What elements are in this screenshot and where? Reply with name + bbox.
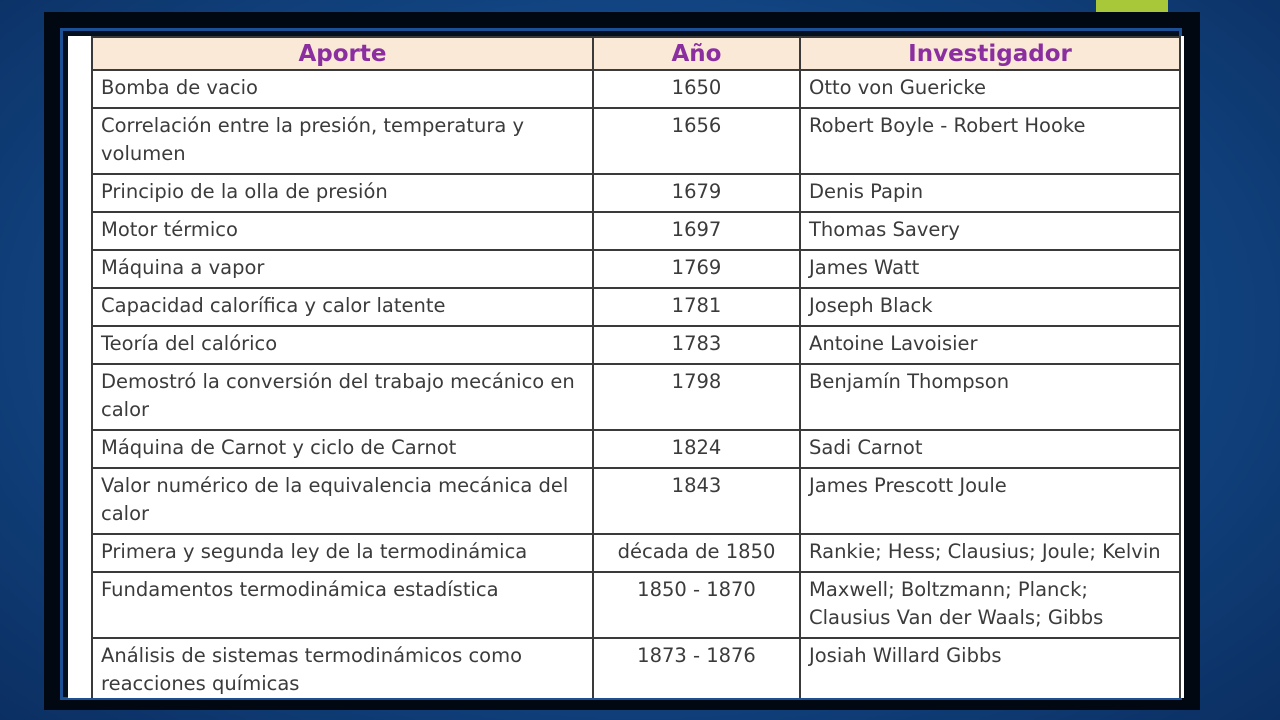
cell-investigador: Otto von Guericke: [800, 70, 1180, 108]
slide-frame: [44, 12, 1200, 710]
cell-investigador: James Watt: [800, 250, 1180, 288]
cell-investigador: Antoine Lavoisier: [800, 326, 1180, 364]
header-aporte: Aporte: [92, 37, 593, 70]
cell-ano: 1850 - 1870: [593, 572, 800, 638]
cell-investigador: Josiah Willard Gibbs: [800, 638, 1180, 698]
cell-investigador: Benjamín Thompson: [800, 364, 1180, 430]
cell-aporte: Capacidad calorífica y calor latente: [92, 288, 593, 326]
cell-ano: 1824: [593, 430, 800, 468]
history-table: [91, 36, 1181, 698]
cell-ano: 1781: [593, 288, 800, 326]
table-row: [92, 326, 1180, 364]
table-row: [92, 70, 1180, 108]
cell-aporte: Principio de la olla de presión: [92, 174, 593, 212]
cell-aporte: Primera y segunda ley de la termodinámica: [92, 534, 593, 572]
table-row: [92, 364, 1180, 430]
cell-investigador: Thomas Savery: [800, 212, 1180, 250]
cell-ano: 1769: [593, 250, 800, 288]
cell-ano: 1679: [593, 174, 800, 212]
cell-ano: 1697: [593, 212, 800, 250]
cell-ano: 1798: [593, 364, 800, 430]
cell-aporte: Teoría del calórico: [92, 326, 593, 364]
table-row: [92, 468, 1180, 534]
table-row: [92, 250, 1180, 288]
header-investigador: Investigador: [800, 37, 1180, 70]
cell-aporte: Análisis de sistemas termodinámicos como reacciones químicas: [92, 638, 593, 698]
cell-aporte: Fundamentos termodinámica estadística: [92, 572, 593, 638]
cell-investigador: Sadi Carnot: [800, 430, 1180, 468]
cell-aporte: Demostró la conversión del trabajo mecánico en calor: [92, 364, 593, 430]
cell-investigador: Joseph Black: [800, 288, 1180, 326]
cell-aporte: Máquina de Carnot y ciclo de Carnot: [92, 430, 593, 468]
table-row: [92, 174, 1180, 212]
slide-content: [68, 36, 1184, 698]
cell-ano: década de 1850: [593, 534, 800, 572]
cell-aporte: Motor térmico: [92, 212, 593, 250]
cell-aporte: Bomba de vacio: [92, 70, 593, 108]
cell-ano: 1650: [593, 70, 800, 108]
cell-aporte: Valor numérico de la equivalencia mecánica del calor: [92, 468, 593, 534]
table-row: [92, 430, 1180, 468]
cell-ano: 1656: [593, 108, 800, 174]
cell-investigador: James Prescott Joule: [800, 468, 1180, 534]
table-row: [92, 212, 1180, 250]
cell-aporte: Máquina a vapor: [92, 250, 593, 288]
cell-investigador: Robert Boyle - Robert Hooke: [800, 108, 1180, 174]
table-row: [92, 638, 1180, 698]
cell-ano: 1843: [593, 468, 800, 534]
cell-investigador: Rankie; Hess; Clausius; Joule; Kelvin: [800, 534, 1180, 572]
table-row: [92, 288, 1180, 326]
table-row: [92, 108, 1180, 174]
table-row: [92, 572, 1180, 638]
cell-aporte: Correlación entre la presión, temperatura y volumen: [92, 108, 593, 174]
header-ano: Año: [593, 37, 800, 70]
table-row: [92, 534, 1180, 572]
cell-investigador: Denis Papin: [800, 174, 1180, 212]
cell-ano: 1783: [593, 326, 800, 364]
table-header-row: [92, 37, 1180, 70]
cell-investigador: Maxwell; Boltzmann; Planck; Clausius Van der Waals; Gibbs: [800, 572, 1180, 638]
cell-ano: 1873 - 1876: [593, 638, 800, 698]
